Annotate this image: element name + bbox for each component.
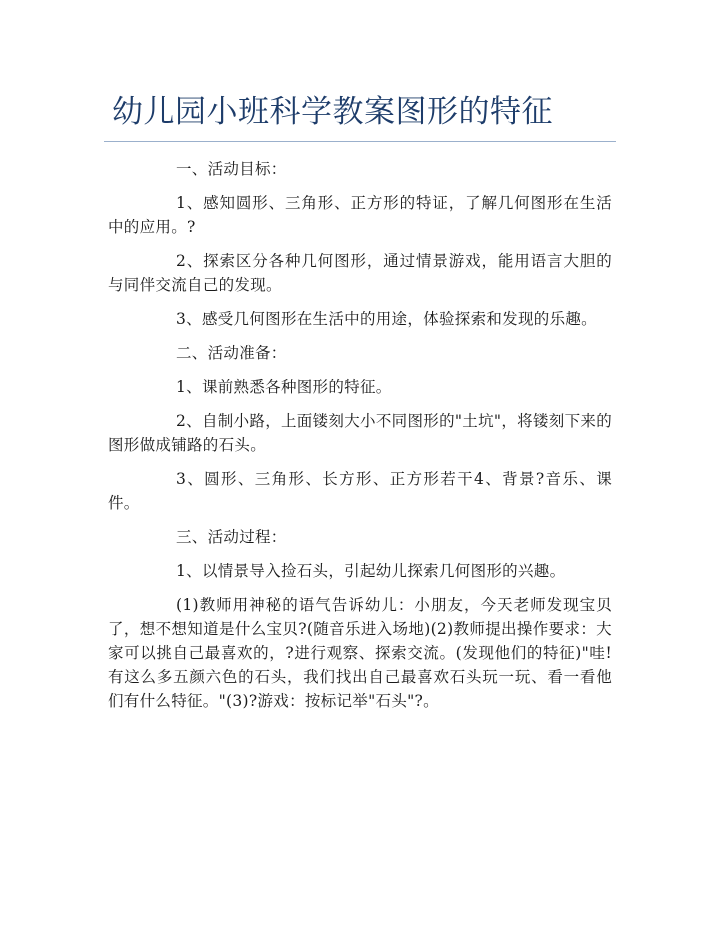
section-heading-goals: 一、活动目标： bbox=[176, 160, 287, 178]
preparation-item-2: 2、自制小路，上面镂刻大小不同图形的"土坑"，将镂刻下来的图形做成铺路的石头。 bbox=[108, 412, 612, 454]
title-divider bbox=[104, 141, 616, 142]
process-step-1: 1、以情景导入捡石头，引起幼儿探索几何图形的兴趣。 bbox=[176, 562, 566, 580]
section-heading-process: 三、活动过程： bbox=[176, 528, 287, 546]
goal-item-1: 1、感知圆形、三角形、正方形的特证，了解几何图形在生活中的应用。? bbox=[108, 194, 612, 236]
document-title: 幼儿园小班科学教案图形的特征 bbox=[112, 94, 553, 130]
preparation-item-1: 1、课前熟悉各种图形的特征。 bbox=[176, 378, 392, 396]
goal-item-3: 3、感受几何图形在生活中的用途，体验探索和发现的乐趣。 bbox=[176, 310, 597, 328]
goal-item-2: 2、探索区分各种几何图形，通过情景游戏，能用语言大胆的与同伴交流自己的发现。 bbox=[108, 252, 612, 294]
document-body bbox=[108, 157, 612, 723]
preparation-item-3: 3、圆形、三角形、长方形、正方形若干4、背景?音乐、课件。 bbox=[108, 470, 612, 512]
process-step-1-detail: (1)教师用神秘的语气告诉幼儿：小朋友，今天老师发现宝贝了，想不想知道是什么宝贝?(随音乐进入场地)(2)教师提出操作要求：大家可以挑自己最喜欢的，?进行观察、探索交流。(发现他们的特征)"哇!有这么多五颜六色的石头，我们找出自己最喜欢石头玩一玩、看一看他们有什么特征。"(3)?游戏：按标记举"石头"?。 bbox=[108, 596, 612, 710]
section-heading-preparation: 二、活动准备： bbox=[176, 344, 287, 362]
